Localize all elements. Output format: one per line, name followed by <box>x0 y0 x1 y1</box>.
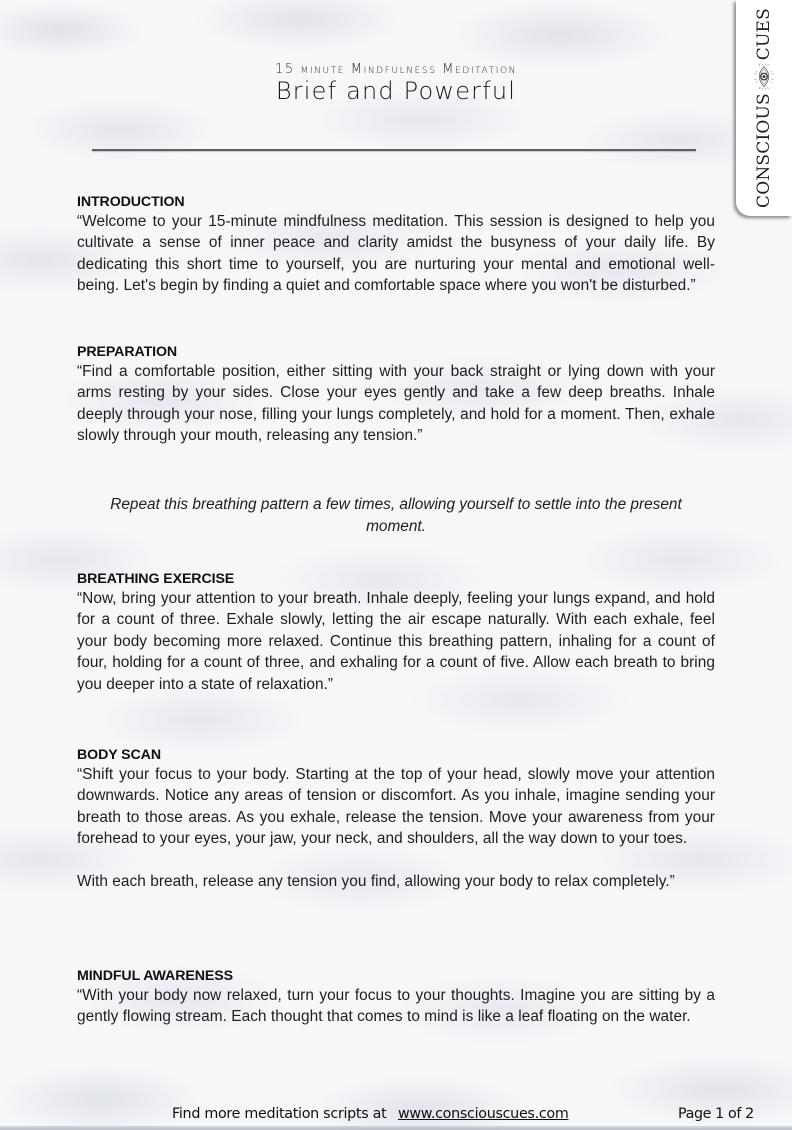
section-paragraph: “Welcome to your 15-minute mindfulness meditation. This session is designed to help you cultivate a sense of inner peace and clarity amidst the busyness of your daily life. By dedicating this short time to yourself, you are nurturing your mental and emotional well-being. Let's begin by finding a quiet and comfortable space where you won't be disturbed.” <box>77 213 715 295</box>
section-heading: BREATHING EXERCISE <box>77 571 235 587</box>
document-title: Brief and Powerful <box>275 77 517 105</box>
section-paragraph: “Shift your focus to your body. Starting at the top of your head, slowly move your attention downwards. Notice any areas of tension or discomfort. As you inhale, imagine sending your breath to those areas. As you exhale, release the tension. Move your awareness from your forehead to your eyes, your jaw, your neck, and shoulders, all the way down to your toes. <box>77 766 715 848</box>
section-paragraph: “Find a comfortable position, either sitting with your back straight or lying down with your arms resting by your sides. Close your eyes gently and take a few deep breaths. Inhale deeply through your nose, filling your lungs completely, and hold for a moment. Then, exhale slowly through your mouth, releasing any tension.” <box>77 363 715 445</box>
section-breathing-exercise <box>77 570 715 695</box>
section-paragraph: “With your body now relaxed, turn your focus to your thoughts. Imagine you are sitting by a gently flowing stream. Each thought that comes to mind is like a leaf floating on the water. <box>77 987 715 1026</box>
page-number: Page 1 of 2 <box>678 1106 754 1122</box>
section-preparation <box>77 343 715 447</box>
section-mindful-awareness <box>77 967 715 1028</box>
section-introduction <box>77 193 715 297</box>
section-paragraph: With each breath, release any tension you find, allowing your body to relax completely.” <box>77 873 675 891</box>
section-heading: INTRODUCTION <box>77 194 185 210</box>
logo-text-cues: CUES <box>754 8 774 61</box>
header-divider <box>92 149 696 151</box>
section-heading: BODY SCAN <box>77 747 161 763</box>
page-footer <box>172 1106 772 1126</box>
breathing-note: Repeat this breathing pattern a few times, allowing yourself to settle into the present moment. <box>110 496 682 535</box>
section-body-scan <box>77 746 715 892</box>
bottom-edge <box>0 1126 792 1130</box>
brand-logo-tab <box>736 0 792 216</box>
section-paragraph: “Now, bring your attention to your breath. Inhale deeply, feeling your lungs expand, and hold for a count of three. Exhale slowly, letting the air escape naturally. With each exhale, feel your body becoming more relaxed. Continue this breathing pattern, inhaling for a count of four, holding for a count of three, and exhaling for a count of five. Allow each breath to bring you deeper into a state of relaxation.” <box>77 590 715 693</box>
section-heading: PREPARATION <box>77 344 178 360</box>
document-subtitle: 15 minute Mindfulness Meditation <box>275 62 517 77</box>
brand-logo <box>744 8 784 208</box>
section-heading: MINDFUL AWARENESS <box>77 968 233 984</box>
footer-text: Find more meditation scripts at <box>172 1106 387 1122</box>
logo-text-conscious: CONSCIOUS <box>754 93 774 208</box>
website-link[interactable]: www.consciouscues.com <box>398 1106 569 1122</box>
